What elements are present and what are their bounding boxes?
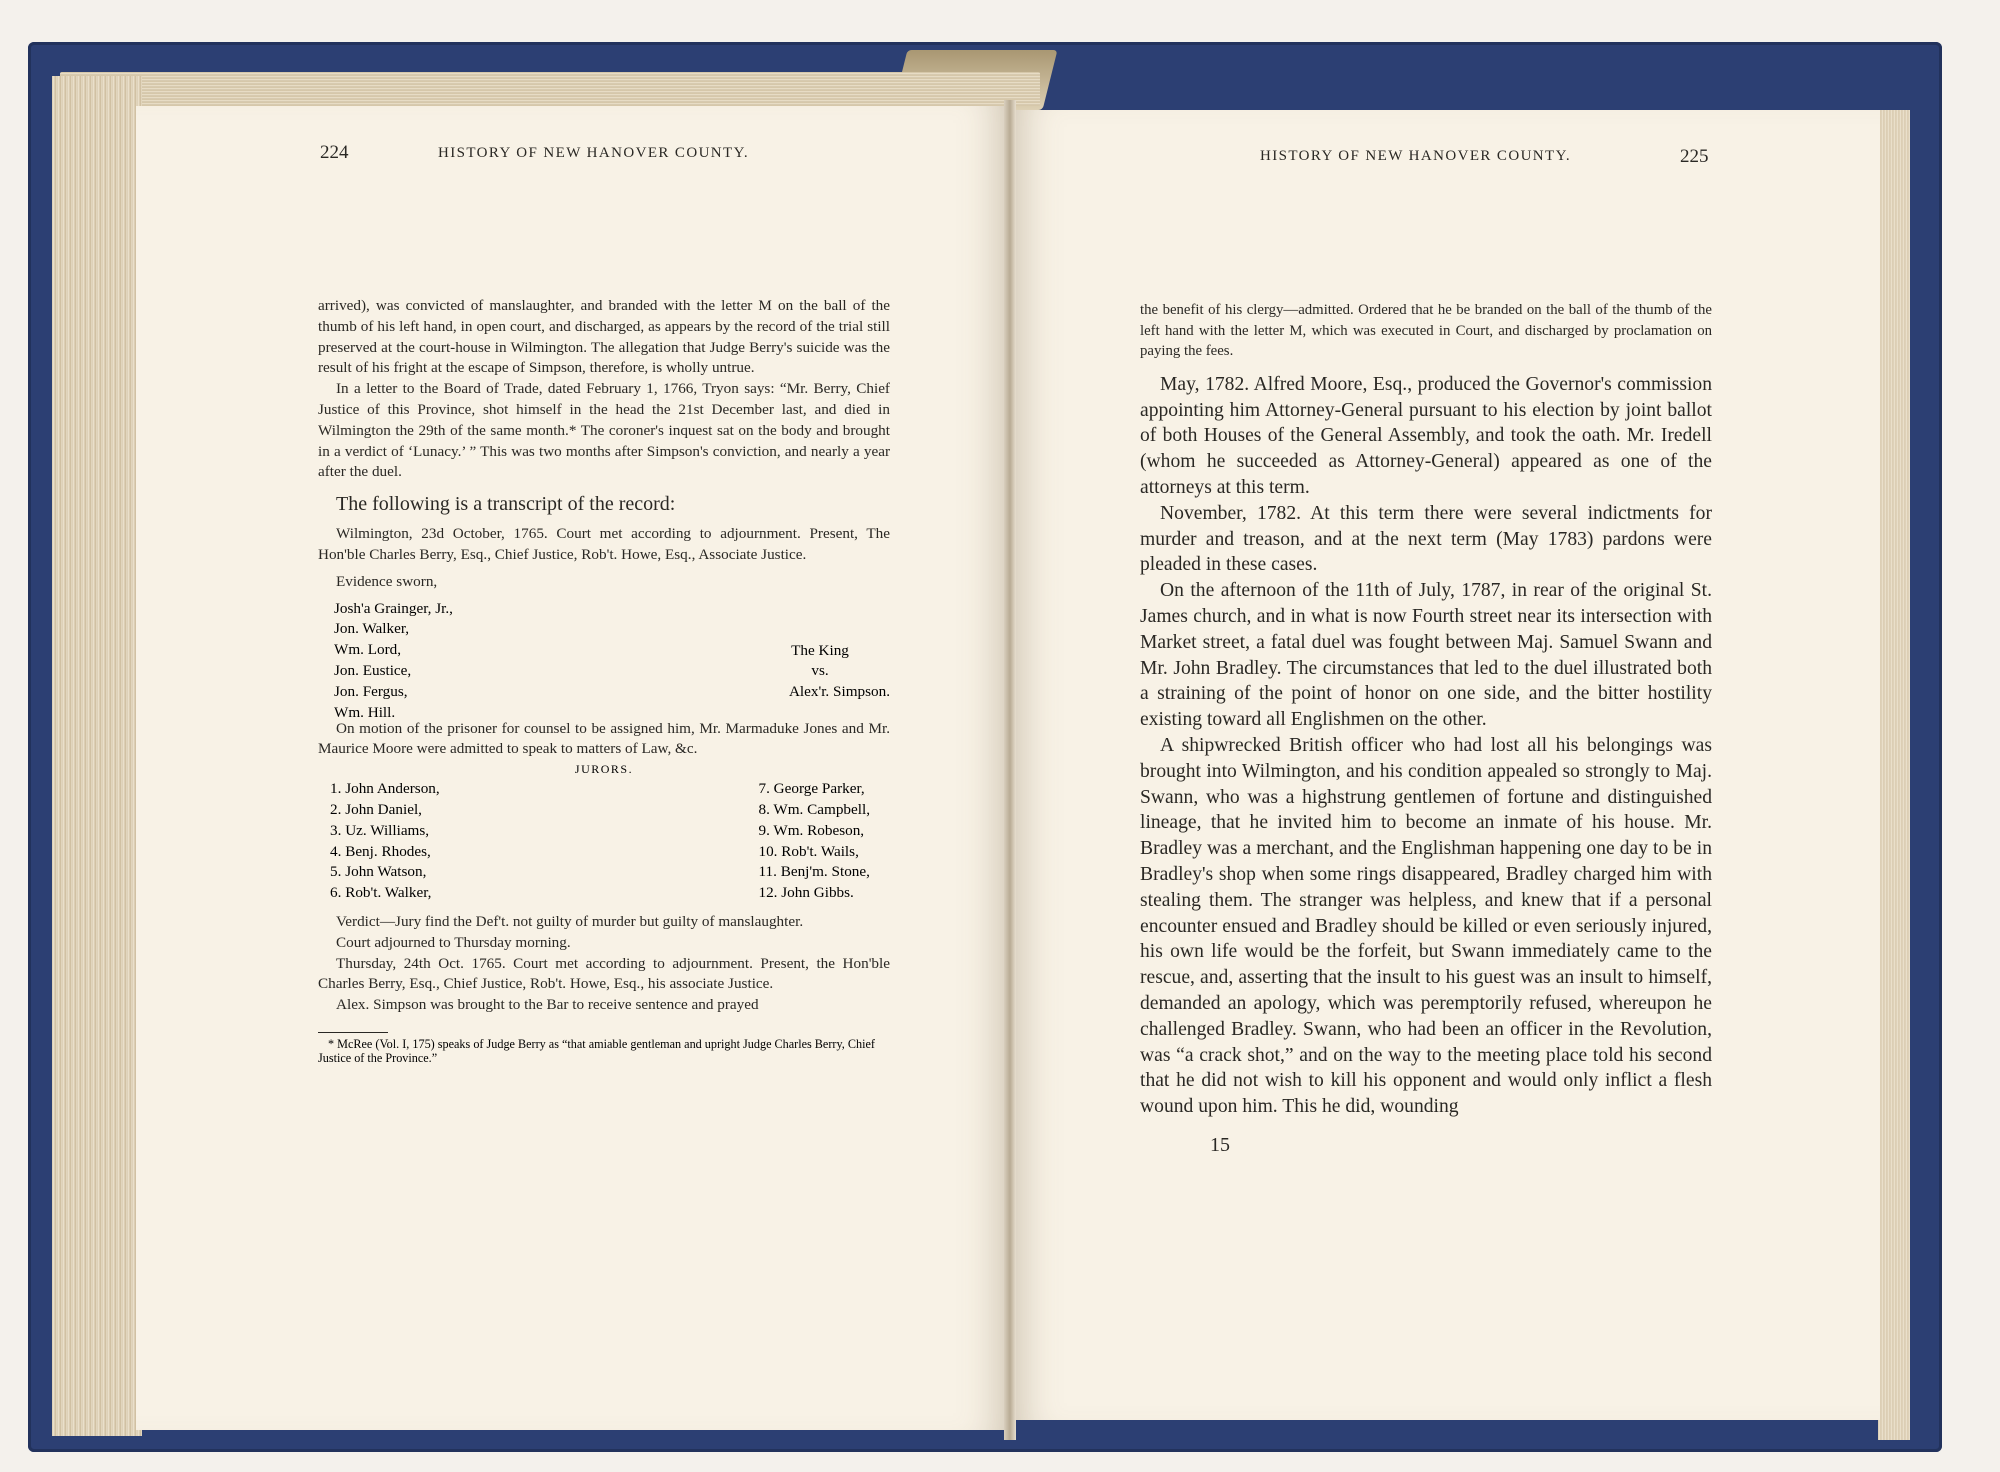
- case-caption: [750, 641, 890, 703]
- page-stack-right: [1878, 110, 1910, 1440]
- paragraph: In a letter to the Board of Trade, dated February 1, 1766, Tryon says: “Mr. Berry, Chief Justice of this Province, shot himself in the head the 21st December last, and died in Wilmington the 29th of the same month.* The coroner's inquest sat on the body and brought in a verdict of ‘Lunacy.’ ” This was two months after Simpson's conviction, and nearly a year after the duel.: [318, 380, 890, 481]
- witness: Jon. Walker,: [334, 620, 410, 638]
- jurors-list: [318, 779, 890, 904]
- right-page-number: 225: [1680, 146, 1709, 167]
- juror: 3. Uz. Williams,: [330, 821, 430, 839]
- right-running-head: HISTORY OF NEW HANOVER COUNTY.: [1260, 148, 1572, 164]
- juror: 11. Benj'm. Stone,: [758, 863, 870, 881]
- thursday-paragraph: Thursday, 24th Oct. 1765. Court met according to adjournment. Present, the Hon'ble Charles Berry, Esq., Chief Justice, Rob't. Howe, Esq., his associate Justice.: [318, 954, 890, 993]
- paragraph: A shipwrecked British officer who had lost all his belongings was brought into Wilmington, and his condition appealed so strongly to Maj. Swann, who was a highstrung gentlemen of fortune and distinguished lineage, that he invited him to become an inmate of his house. Mr. Bradley was a merchant, and the Englishman happening one day to be in Bradley's shop when some rings disappeared, Bradley charged him with stealing them. The stranger was helpless, and knew that if a personal encounter ensued and Bradley should be killed or even seriously injured, his own life would be the forfeit, but Swann immediately came to the rescue, and, asserting that the insult to his guest was an insult to himself, demanded an apology, which was peremptorily refused, whereupon he challenged Bradley. Swann, who had been an officer in the Revolution, was “a crack shot,” and on the way to the meeting place told his second that he did not wish to kill his opponent and would only inflict a flesh wound upon him. This he did, wounding: [1140, 734, 1712, 1118]
- witness-list: [334, 599, 453, 724]
- juror: 7. George Parker,: [758, 780, 865, 798]
- juror: 5. John Watson,: [330, 863, 427, 881]
- left-page-body: [318, 296, 890, 1065]
- case-versus: vs.: [811, 662, 829, 680]
- evidence-label: Evidence sworn,: [336, 572, 438, 590]
- jurors-column-right: [758, 779, 870, 904]
- juror: 10. Rob't. Wails,: [758, 842, 859, 860]
- left-running-head: HISTORY OF NEW HANOVER COUNTY.: [438, 145, 750, 161]
- left-page-number: 224: [320, 142, 349, 163]
- paragraph: November, 1782. At this term there were several indictments for murder and treason, and at the next term (May 1783) pardons were pleaded in these cases.: [1140, 502, 1712, 576]
- page-stack-top: [60, 72, 1040, 106]
- sentence-paragraph: Alex. Simpson was brought to the Bar to receive sentence and prayed: [336, 996, 759, 1014]
- juror: 8. Wm. Campbell,: [758, 800, 870, 818]
- witness-block: [334, 599, 890, 721]
- juror: 2. John Daniel,: [330, 800, 422, 818]
- jurors-column-left: [330, 779, 440, 904]
- juror: 4. Benj. Rhodes,: [330, 842, 431, 860]
- record-paragraph: Wilmington, 23d October, 1765. Court met according to adjournment. Present, The Hon'ble Charles Berry, Esq., Chief Justice, Rob't. Howe, Esq., Associate Justice.: [318, 525, 890, 563]
- paragraph: On the afternoon of the 11th of July, 1787, in rear of the original St. James church, and in what is now Fourth street near its intersection with Market street, a fatal duel was fought between Maj. Samuel Swann and Mr. John Bradley. The circumstances that led to the duel illustrated both a straining of the point of honor on one side, and the bitter hostility existing toward all Englishmen on the other.: [1140, 580, 1712, 731]
- footnote-rule: [318, 1032, 388, 1033]
- juror: 1. John Anderson,: [330, 780, 440, 798]
- signature-mark: 15: [1210, 1133, 1230, 1156]
- juror: 9. Wm. Robeson,: [758, 821, 865, 839]
- witness: Wm. Hill.: [334, 703, 396, 721]
- juror: 6. Rob't. Walker,: [330, 884, 432, 902]
- case-plaintiff: The King: [791, 641, 849, 659]
- paragraph: arrived), was convicted of manslaughter, and branded with the letter M on the ball of the thumb of his left hand, in open court, and discharged, as appears by the record of the trial still preserved at the court-house in Wilmington. The allegation that Judge Berry's suicide was the result of his fright at the escape of Simpson, therefore, is wholly untrue.: [318, 297, 890, 377]
- carryover-paragraph: the benefit of his clergy—admitted. Ordered that he be branded on the ball of the thumb of the left hand with the letter M, which was executed in Court, and discharged by proclamation on paying the fees.: [1140, 302, 1712, 360]
- witness: Jon. Eustice,: [334, 661, 412, 679]
- book-gutter: [1004, 100, 1016, 1440]
- witness: Jon. Fergus,: [334, 682, 408, 700]
- page-stack-left: [52, 76, 142, 1436]
- juror: 12. John Gibbs.: [758, 884, 854, 902]
- witness: Wm. Lord,: [334, 641, 402, 659]
- transcript-intro: The following is a transcript of the record:: [336, 493, 676, 516]
- paragraph: May, 1782. Alfred Moore, Esq., produced the Governor's commission appointing him Attorney-General pursuant to his election by joint ballot of both Houses of the General Assembly, and took the oath. Mr. Iredell (whom he succeeded as Attorney-General) appeared as one of the attorneys at this term.: [1140, 373, 1712, 498]
- adjourned-paragraph: Court adjourned to Thursday morning.: [336, 933, 571, 951]
- motion-paragraph: On motion of the prisoner for counsel to be assigned him, Mr. Marmaduke Jones and Mr. Maurice Moore were admitted to speak to matters of Law, &c.: [318, 719, 890, 758]
- case-defendant: Alex'r. Simpson.: [788, 683, 890, 701]
- witness: Josh'a Grainger, Jr.,: [334, 599, 453, 617]
- verdict-paragraph: Verdict—Jury find the Def't. not guilty of murder but guilty of manslaughter.: [336, 912, 804, 930]
- footnote: * McRee (Vol. I, 175) speaks of Judge Berry as “that amiable gentleman and upright Judge Charles Berry, Chief Justice of the Province.”: [318, 1036, 875, 1065]
- jurors-heading: JURORS.: [574, 762, 634, 777]
- right-page-body: [1140, 300, 1712, 1157]
